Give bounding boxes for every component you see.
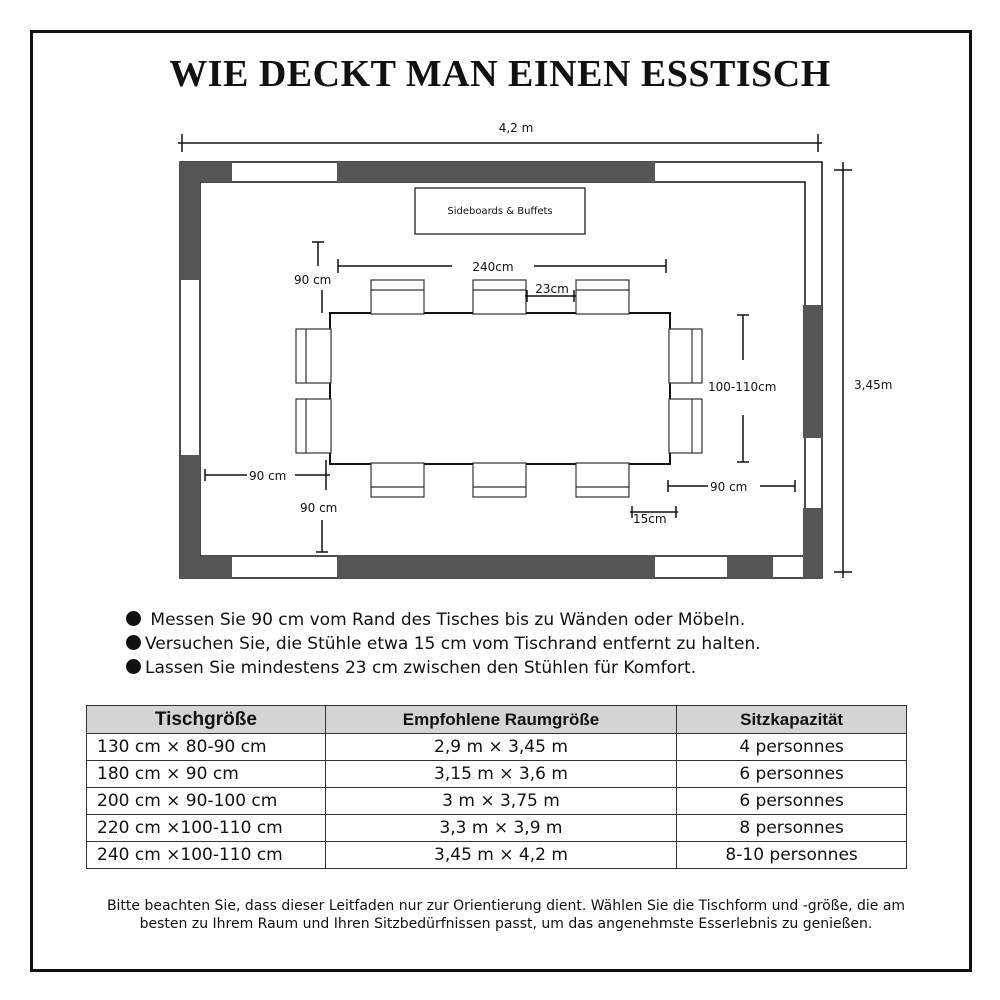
table-size-cell: 220 cm ×100-110 cm xyxy=(87,815,326,842)
top-clearance-label: 90 cm xyxy=(294,273,332,287)
sideboard-label: Sideboards & Buffets xyxy=(447,206,553,217)
bullet-icon xyxy=(126,659,141,674)
table-row xyxy=(87,842,907,869)
chair xyxy=(669,399,702,453)
tip-item: Lassen Sie mindestens 23 cm zwischen den Stühlen für Komfort. xyxy=(126,656,761,680)
room-size-cell: 3,15 m × 3,6 m xyxy=(325,761,676,788)
table-length-label: 240cm xyxy=(472,260,514,274)
page-title: WIE DECKT MAN EINEN ESSTISCH xyxy=(169,53,831,95)
chair xyxy=(371,280,424,314)
chair xyxy=(669,329,702,383)
room-size-cell: 2,9 m × 3,45 m xyxy=(325,734,676,761)
capacity-cell: 6 personnes xyxy=(677,788,907,815)
bullet-icon xyxy=(126,635,141,650)
room-depth-label: 3,45m xyxy=(854,378,893,392)
table-row xyxy=(87,815,907,842)
column-header: Tischgröße xyxy=(87,706,326,734)
chair xyxy=(296,399,331,453)
bullet-icon xyxy=(126,611,141,626)
disclaimer-note: Bitte beachten Sie, dass dieser Leitfaden nur zur Orientierung dient. Wählen Sie die Tischform und -größe, die am besten zu Ihrem Raum und Ihren Sitzbedürfnissen passt, um das angenehmste Esserlebnis zu genießen. xyxy=(106,898,906,932)
room-size-cell: 3 m × 3,75 m xyxy=(325,788,676,815)
chair xyxy=(296,329,331,383)
size-table xyxy=(86,705,907,869)
capacity-cell: 8-10 personnes xyxy=(677,842,907,869)
chair xyxy=(473,463,526,497)
chair xyxy=(371,463,424,497)
capacity-cell: 4 personnes xyxy=(677,734,907,761)
table-row xyxy=(87,788,907,815)
chairs-left xyxy=(296,329,331,453)
column-header: Empfohlene Raumgröße xyxy=(325,706,676,734)
dining-table xyxy=(330,313,670,464)
chairs-right xyxy=(669,329,702,453)
capacity-cell: 8 personnes xyxy=(677,815,907,842)
right-clearance-label: 90 cm xyxy=(710,480,748,494)
table-size-cell: 240 cm ×100-110 cm xyxy=(87,842,326,869)
table-header-row xyxy=(87,706,907,734)
table-size-cell: 180 cm × 90 cm xyxy=(87,761,326,788)
table-row xyxy=(87,761,907,788)
capacity-cell: 6 personnes xyxy=(677,761,907,788)
chair xyxy=(473,280,526,314)
bottom-clearance-label: 90 cm xyxy=(300,501,338,515)
tip-item: Messen Sie 90 cm vom Rand des Tisches bis zu Wänden oder Möbeln. xyxy=(126,608,761,632)
table-size-cell: 200 cm × 90-100 cm xyxy=(87,788,326,815)
room-size-cell: 3,3 m × 3,9 m xyxy=(325,815,676,842)
chair xyxy=(576,280,629,314)
chair xyxy=(576,463,629,497)
chairs-bottom xyxy=(371,463,629,497)
table-size-cell: 130 cm × 80-90 cm xyxy=(87,734,326,761)
chairs-top xyxy=(371,280,629,314)
column-header: Sitzkapazität xyxy=(677,706,907,734)
room-width-label: 4,2 m xyxy=(498,121,534,135)
tip-item: Versuchen Sie, die Stühle etwa 15 cm vom Tischrand entfernt zu halten. xyxy=(126,632,761,656)
left-clearance-label: 90 cm xyxy=(249,469,287,483)
table-width-label: 100-110cm xyxy=(708,380,777,394)
chair-gap-label: 23cm xyxy=(535,282,569,296)
room-size-cell: 3,45 m × 4,2 m xyxy=(325,842,676,869)
tips-list xyxy=(126,608,761,680)
table-row xyxy=(87,734,907,761)
chair-distance-label: 15cm xyxy=(633,512,667,526)
